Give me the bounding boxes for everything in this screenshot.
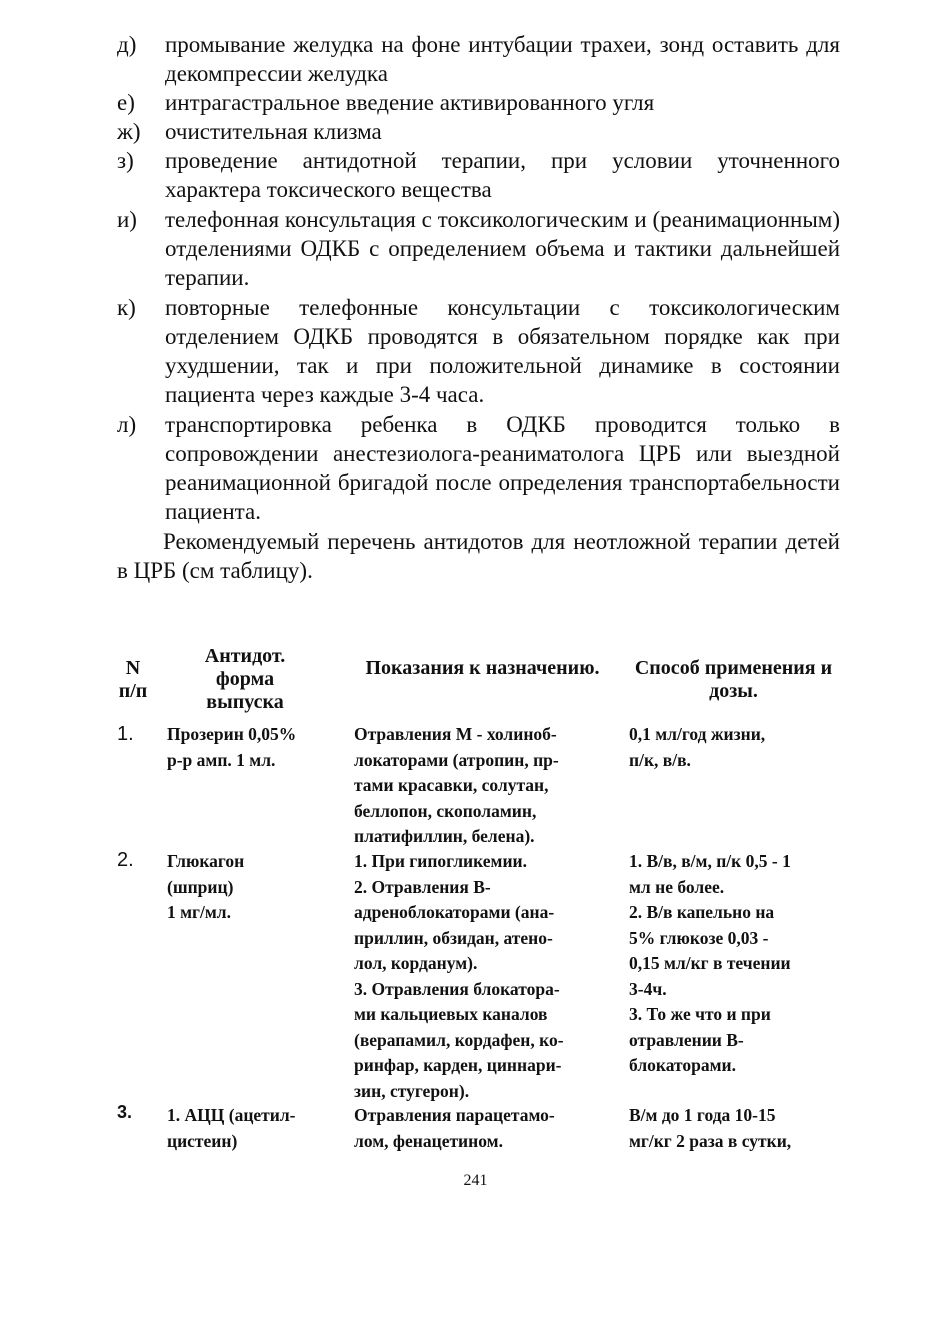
list-text: телефонная консультация с токсикологическим и (реанимационным) отделениями ОДКБ с определением объема и тактики дальнейшей терапии.	[165, 207, 840, 290]
list-item-zh	[117, 117, 840, 146]
list-marker: д)	[117, 32, 137, 57]
header-form: Антидот. форма выпуска	[204, 645, 286, 713]
list-marker: е)	[117, 90, 135, 115]
list-text: промывание желудка на фоне интубации трахеи, зонд оставить для декомпрессии желудка	[165, 32, 840, 86]
list-item-z	[117, 146, 840, 204]
list-marker: ж)	[117, 119, 141, 144]
list-item-d	[117, 30, 840, 88]
row-2-num: 2.	[117, 849, 134, 871]
list-text: транспортировка ребенка в ОДКБ проводится только в сопровождении анестезиолога-реаниматолога ЦРБ или выездной реанимационной бригадой после определения транспортабельности пациента.	[165, 412, 840, 524]
row-3-form: 1. АЦЦ (ацетил- цистеин)	[167, 1105, 296, 1151]
row-1-indications: Отравления М - холиноб- локаторами (атропин, пр- тами красавки, солутан, беллопон, скополамин, платифиллин, белена).	[354, 724, 559, 846]
header-dosage: Способ применения и дозы.	[634, 657, 833, 702]
list-text: проведение антидотной терапии, при условии уточненного характера токсического вещества	[165, 148, 840, 202]
row-2-indications: 1. При гипогликемии. 2. Отравления В- адреноблокаторами (ана- приллин, обзидан, атено- лол, корданум). 3. Отравления блокатора- ми кальциевых каналов (верапамил, кордафен, ко- ринфар, карден, циннари- зин, стугерон).	[354, 851, 564, 1101]
list-marker: л)	[117, 412, 137, 437]
header-indications: Показания к назначению.	[365, 657, 600, 679]
list-marker: и)	[117, 207, 137, 232]
list-text: очистительная клизма	[165, 119, 382, 144]
list-item-e	[117, 88, 840, 117]
row-2-dosage: 1. В/в, в/м, п/к 0,5 - 1 мл не более. 2. В/в капельно на 5% глюкозе 0,03 - 0,15 мл/кг в течении 3-4ч. 3. То же что и при отравлении В- блокаторами.	[629, 851, 791, 1075]
list-marker: з)	[117, 148, 134, 173]
list-item-k	[117, 293, 840, 409]
row-2-form: Глюкагон (шприц) 1 мг/мл.	[167, 851, 245, 922]
row-1-num: 1.	[117, 723, 134, 745]
page-number: 241	[463, 1172, 488, 1189]
row-1-form: Прозерин 0,05% р-р амп. 1 мл.	[167, 724, 297, 770]
list-text: интрагастральное введение активированного угля	[165, 90, 655, 115]
list-item-l	[117, 410, 840, 526]
header-num: N п/п	[118, 657, 148, 702]
list-marker: к)	[117, 295, 136, 320]
list-item-i	[117, 205, 840, 292]
list-text: повторные телефонные консультации с токсикологическим отделением ОДКБ проводятся в обязательном порядке как при ухудшении, так и при положительной динамике в состоянии пациента через каждые 3-4 часа.	[165, 295, 840, 407]
row-3-dosage: В/м до 1 года 10-15 мг/кг 2 раза в сутки,	[629, 1105, 792, 1151]
row-3-num: 3.	[117, 1102, 133, 1122]
row-3-indications: Отравления парацетамо- лом, фенацетином.	[354, 1105, 555, 1151]
intro-paragraph: Рекомендуемый перечень антидотов для неотложной терапии детей в ЦРБ (см таблицу).	[117, 529, 840, 583]
row-1-dosage: 0,1 мл/год жизни, п/к, в/в.	[629, 724, 766, 770]
